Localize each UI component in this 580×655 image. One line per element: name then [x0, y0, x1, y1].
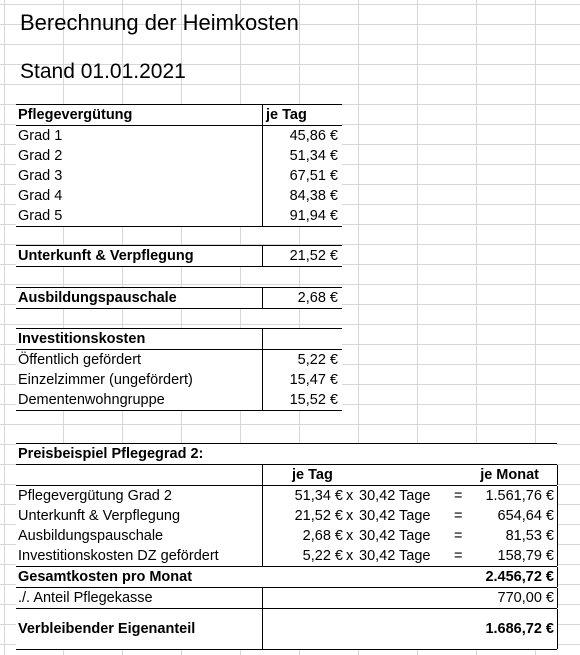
unterkunft-label: Unterkunft & Verpflegung: [18, 248, 194, 264]
invest-label: Dementenwohngruppe: [18, 392, 165, 408]
pflege-value: 91,94 €: [289, 208, 338, 224]
beispiel-header-row[interactable]: [16, 465, 557, 486]
anteil-row[interactable]: [16, 588, 557, 609]
invest-value: 5,22 €: [297, 352, 338, 368]
anteil-value: 770,00 €: [497, 590, 554, 606]
unterkunft-table: [16, 245, 342, 267]
table-row[interactable]: [16, 206, 342, 227]
table-row[interactable]: [16, 126, 342, 146]
beispiel-month: 1.561,76 €: [485, 488, 554, 504]
table-row[interactable]: [16, 526, 557, 546]
equals-sign: =: [454, 508, 463, 524]
beispiel-month: 81,53 €: [505, 528, 554, 544]
times-sign: x: [346, 508, 354, 524]
beispiel-day: 51,34 €: [294, 488, 343, 504]
invest-value: 15,52 €: [289, 392, 338, 408]
eigen-value: 1.686,72 €: [485, 621, 554, 637]
invest-value: 15,47 €: [289, 372, 338, 388]
ausbildung-table: [16, 287, 342, 309]
beispiel-title-row[interactable]: [16, 443, 557, 465]
invest-label: Öffentlich gefördert: [18, 352, 142, 368]
total-label: Gesamtkosten pro Monat: [18, 569, 193, 585]
invest-label: Einzelzimmer (ungefördert): [18, 372, 193, 388]
beispiel-month: 654,64 €: [497, 508, 554, 524]
pflege-col-header: je Tag: [266, 107, 307, 123]
table-row[interactable]: [16, 506, 557, 526]
sheet-title: Berechnung der Heimkosten: [20, 10, 299, 35]
beispiel-label: Pflegevergütung Grad 2: [18, 488, 172, 504]
pflege-table: [16, 104, 342, 227]
pflege-label: Grad 1: [18, 128, 63, 144]
equals-sign: =: [454, 528, 463, 544]
invest-table: [16, 328, 342, 411]
anteil-label: ./. Anteil Pflegekasse: [18, 590, 153, 606]
beispiel-label: Investitionskosten DZ gefördert: [18, 548, 219, 564]
ausbildung-row[interactable]: [16, 287, 342, 309]
pflege-header-row[interactable]: [16, 104, 342, 126]
beispiel-days-count: 30,42 Tage: [359, 488, 431, 504]
table-row[interactable]: [16, 166, 342, 186]
table-row[interactable]: [16, 186, 342, 206]
pflege-value: 67,51 €: [289, 168, 338, 184]
beispiel-days-count: 30,42 Tage: [359, 528, 431, 544]
beispiel-day: 21,52 €: [294, 508, 343, 524]
table-row[interactable]: [16, 146, 342, 166]
pflege-value: 45,86 €: [289, 128, 338, 144]
pflege-label: Grad 3: [18, 168, 63, 184]
eigen-row[interactable]: [16, 609, 557, 650]
beispiel-days-count: 30,42 Tage: [359, 548, 431, 564]
invest-header: Investitionskosten: [18, 331, 146, 347]
pflege-label: Grad 5: [18, 208, 63, 224]
beispiel-day: 5,22 €: [302, 548, 343, 564]
pflege-label: Grad 4: [18, 188, 63, 204]
total-value: 2.456,72 €: [485, 569, 554, 585]
sheet-date: Stand 01.01.2021: [20, 60, 186, 83]
equals-sign: =: [454, 548, 463, 564]
unterkunft-row[interactable]: [16, 245, 342, 267]
table-row[interactable]: [16, 370, 342, 390]
beispiel-month: 158,79 €: [497, 548, 554, 564]
beispiel-title: Preisbeispiel Pflegegrad 2:: [18, 446, 204, 462]
times-sign: x: [346, 528, 354, 544]
unterkunft-value: 21,52 €: [289, 248, 338, 264]
total-row[interactable]: [16, 567, 557, 588]
pflege-label: Grad 2: [18, 148, 63, 164]
beispiel-days-count: 30,42 Tage: [359, 508, 431, 524]
equals-sign: =: [454, 488, 463, 504]
beispiel-table: [16, 443, 557, 650]
eigen-label: Verbleibender Eigenanteil: [18, 621, 196, 637]
times-sign: x: [346, 488, 354, 504]
invest-header-row[interactable]: [16, 328, 342, 350]
beispiel-col-day: je Tag: [292, 467, 333, 483]
table-row[interactable]: [16, 546, 557, 567]
table-row[interactable]: [16, 350, 342, 370]
table-row[interactable]: [16, 486, 557, 506]
beispiel-col-month: je Monat: [480, 467, 539, 483]
ausbildung-value: 2,68 €: [297, 290, 338, 306]
times-sign: x: [346, 548, 354, 564]
pflege-value: 84,38 €: [289, 188, 338, 204]
pflege-value: 51,34 €: [289, 148, 338, 164]
pflege-header: Pflegevergütung: [18, 107, 133, 123]
ausbildung-label: Ausbildungspauschale: [18, 290, 177, 306]
beispiel-label: Unterkunft & Verpflegung: [18, 508, 181, 524]
table-row[interactable]: [16, 390, 342, 411]
beispiel-label: Ausbildungspauschale: [18, 528, 164, 544]
beispiel-day: 2,68 €: [302, 528, 343, 544]
